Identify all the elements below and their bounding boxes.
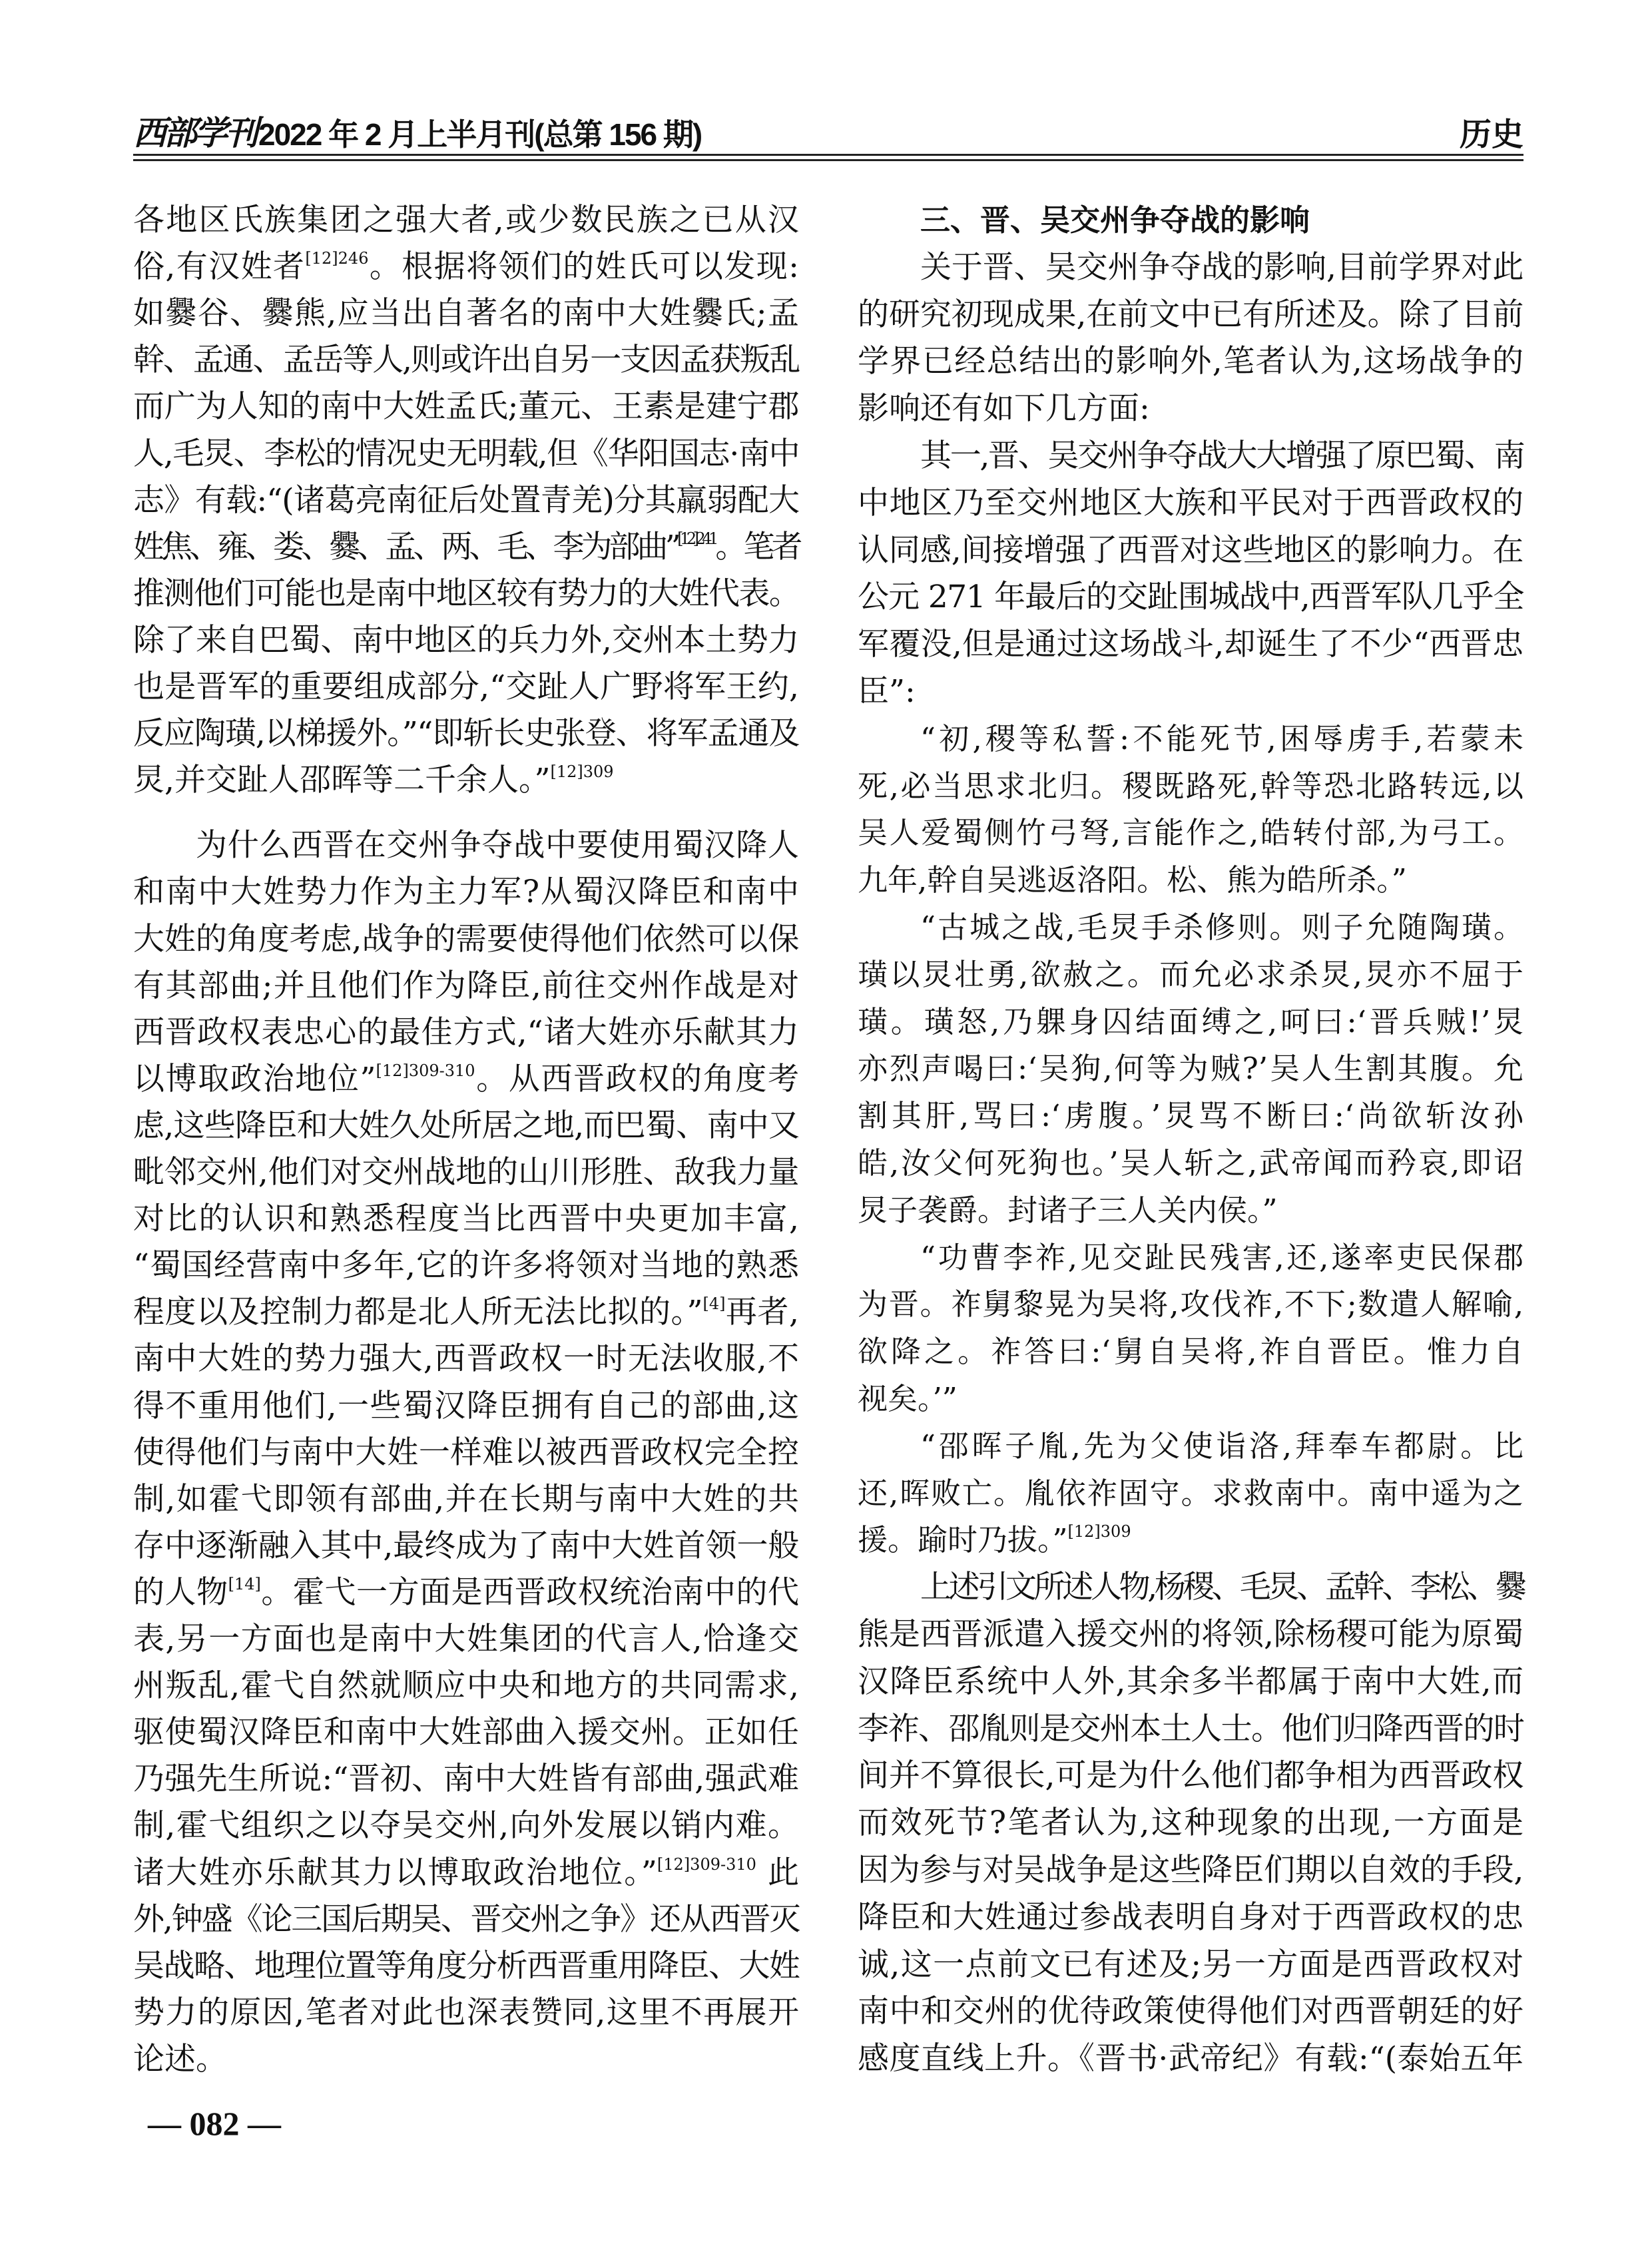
line-text-after-citation: 。根据将领们的姓氏可以发现: xyxy=(368,248,799,286)
citation-superscript: [14] xyxy=(228,1574,261,1593)
quote-line xyxy=(858,716,1523,762)
text-line xyxy=(133,1663,799,1709)
text-line xyxy=(858,1564,1523,1611)
text-line xyxy=(133,1009,799,1056)
line-text: 对比的认识和熟悉程度当比西晋中央更加丰富, xyxy=(133,1201,799,1238)
line-text: “邵晖子胤,先为父使诣洛,拜奉车都尉。比 xyxy=(920,1428,1523,1464)
line-text: 南中大姓的势力强大,西晋政权一时无法收服,不 xyxy=(133,1340,799,1378)
line-text: 毗邻交州,他们对交州战地的山川形胜、敌我力量 xyxy=(133,1154,799,1191)
line-text: 外,钟盛《论三国后期吴、晋交州之争》还从西晋灭 xyxy=(133,1900,799,1938)
line-text: 驱使蜀汉降臣和南中大姓部曲入援交州。正如任 xyxy=(133,1714,799,1751)
text-line xyxy=(858,1942,1523,1988)
line-text: 制,霍弋组织之以夺吴交州,向外发展以销内难。 xyxy=(133,1807,799,1844)
line-text: 也是晋军的重要组成部分,“交趾人广野将军王约, xyxy=(133,669,799,705)
text-line xyxy=(133,290,799,337)
line-text: 有其部曲;并且他们作为降臣,前往交州作战是对 xyxy=(133,967,799,1004)
line-text: 各地区氏族集团之强大者,或少数民族之已从汉 xyxy=(133,202,799,238)
line-text: 关于晋、吴交州争夺战的影响,目前学界对此 xyxy=(920,248,1523,286)
text-line xyxy=(133,617,799,664)
line-text: 欲降之。祚答曰:‘舅自吴将,祚自晋臣。惟力自 xyxy=(858,1334,1523,1370)
quote-line xyxy=(858,1376,1523,1422)
line-text: 的研究初现成果,在前文中已有所述及。除了目前 xyxy=(858,296,1523,333)
text-line xyxy=(133,1289,799,1336)
text-line xyxy=(133,916,799,963)
line-text: 死,必当思求北归。稷既路死,幹等恐北路转远,以 xyxy=(858,768,1523,804)
quote-line xyxy=(858,1328,1523,1375)
text-line xyxy=(133,1616,799,1663)
text-line xyxy=(858,574,1523,621)
text-line xyxy=(133,1990,799,2036)
line-text: 为晋。祚舅黎晃为吴将,攻伐祚,不下;数遣人解喻, xyxy=(858,1286,1523,1322)
line-text: 大姓的角度考虑,战争的需要使得他们依然可以保 xyxy=(133,920,799,958)
citation-superscript: [12]246 xyxy=(305,249,369,268)
line-text: “蜀国经营南中多年,它的许多将领对当地的熟悉 xyxy=(133,1247,799,1284)
line-text: 军覆没,但是通过这场战斗,却诞生了不少“西晋忠 xyxy=(858,626,1523,663)
text-line xyxy=(133,1103,799,1149)
line-text: 反应陶璜,以梯援外。”“即斩长史张登、将军孟通及 xyxy=(133,715,799,752)
line-text: 援。踰时乃拔。” xyxy=(858,1522,1068,1558)
line-text: 李祚、邵胤则是交州本土人士。他们归降西晋的时 xyxy=(858,1710,1523,1747)
quote-line xyxy=(858,904,1523,951)
line-text: 的人物 xyxy=(133,1573,228,1611)
text-line xyxy=(858,433,1523,479)
text-line xyxy=(858,1611,1523,1658)
line-text: 势力的原因,笔者对此也深表赞同,这里不再展开 xyxy=(133,1994,799,2031)
line-text: 割其肝,骂曰:‘虏腹。’炅骂不断曰:‘尚欲斩汝孙 xyxy=(858,1098,1523,1134)
text-line xyxy=(133,1196,799,1243)
text-line xyxy=(858,1894,1523,1941)
line-text: “功曹李祚,见交趾民残害,还,遂率吏民保郡 xyxy=(920,1239,1523,1275)
text-line xyxy=(133,1056,799,1103)
line-text: 臣”: xyxy=(858,673,916,710)
text-line xyxy=(133,869,799,916)
text-line xyxy=(133,1569,799,1616)
citation-superscript: [12]309-310 xyxy=(376,1061,475,1080)
line-text: “古城之战,毛炅手杀修则。则子允随陶璜。 xyxy=(920,910,1523,945)
quote-line xyxy=(858,1470,1523,1517)
text-line xyxy=(133,1709,799,1756)
line-text: 推测他们可能也是南中地区较有势力的大姓代表。 xyxy=(133,575,799,612)
text-line xyxy=(133,1430,799,1476)
section-heading xyxy=(858,197,1523,244)
text-line xyxy=(133,1336,799,1382)
line-text-after-citation: 此 xyxy=(756,1854,799,1891)
text-line xyxy=(133,1383,799,1430)
text-line xyxy=(858,1800,1523,1846)
citation-superscript: [12]309-310 xyxy=(657,1854,756,1874)
quote-line xyxy=(858,952,1523,998)
line-text: 得不重用他们,一些蜀汉降臣拥有自己的部曲,这 xyxy=(133,1387,799,1424)
quote-line xyxy=(858,1045,1523,1092)
header-rule-bottom xyxy=(133,159,1523,161)
line-text: 公元 271 年最后的交趾围城战中,西晋军队几乎全 xyxy=(858,579,1523,616)
quote-line xyxy=(858,1517,1523,1563)
line-text: 诸大姓亦乐献其力以博取政治地位。” xyxy=(133,1854,657,1891)
quote-line xyxy=(858,1140,1523,1187)
text-line xyxy=(133,571,799,617)
line-text: 虑,这些降臣和大姓久处所居之地,而巴蜀、南中又 xyxy=(133,1107,799,1144)
quote-line xyxy=(858,1423,1523,1470)
line-text: 感度直线上升。《晋书·武帝纪》有载:“(泰始五年 xyxy=(858,2040,1523,2078)
line-text: 学界已经总结出的影响外,笔者认为,这场战争的 xyxy=(858,343,1523,380)
text-line xyxy=(133,244,799,290)
line-text: 志》有载:“(诸葛亮南征后处置青羌)分其羸弱配大 xyxy=(133,481,799,519)
text-line xyxy=(858,480,1523,527)
line-text: 璜。璜怒,乃躶身囚结面缚之,呵曰:‘晋兵贼!’炅 xyxy=(858,1003,1523,1039)
text-line xyxy=(133,1803,799,1849)
line-text: 为什么西晋在交州争夺战中要使用蜀汉降人 xyxy=(196,827,799,864)
line-text: 吴人爱蜀侧竹弓弩,言能作之,皓转付部,为弓工。 xyxy=(858,815,1523,851)
text-line xyxy=(858,1847,1523,1894)
quote-line xyxy=(858,999,1523,1045)
line-text: 论述。 xyxy=(133,2040,227,2078)
line-text: 中地区乃至交州地区大族和平民对于西晋政权的 xyxy=(858,484,1523,521)
line-text: 程度以及控制力都是北人所无法比拟的。” xyxy=(133,1294,703,1331)
line-text: 因为参与对吴战争是这些降臣们期以自效的手段, xyxy=(858,1852,1523,1888)
quote-line xyxy=(858,763,1523,810)
line-text: 视矣。’” xyxy=(858,1381,958,1416)
line-text: 亦烈声喝曰:‘吴狗,何等为贼?’吴人生割其腹。允 xyxy=(858,1051,1523,1087)
line-text: 表,另一方面也是南中大姓集团的代言人,恰逢交 xyxy=(133,1621,799,1657)
text-line xyxy=(133,524,799,571)
citation-superscript: [12]241 xyxy=(677,529,715,548)
running-header xyxy=(133,113,702,154)
line-text: 熊是西晋派遣入援交州的将领,除杨稷可能为原蜀 xyxy=(858,1616,1523,1653)
text-line xyxy=(858,244,1523,291)
text-line xyxy=(858,669,1523,715)
line-text: 影响还有如下几方面: xyxy=(858,390,1150,427)
quote-line xyxy=(858,857,1523,904)
header-rule-top xyxy=(133,154,1523,156)
line-text: 璜以炅壮勇,欲赦之。而允必求杀炅,炅亦不屈于 xyxy=(858,956,1523,992)
text-line xyxy=(858,292,1523,338)
line-text-after-citation: 。霍弋一方面是西晋政权统治南中的代 xyxy=(260,1573,800,1611)
text-line xyxy=(133,1943,799,1990)
quote-line xyxy=(858,1093,1523,1139)
text-line xyxy=(133,1523,799,1569)
line-text: 九年,幹自吴逃返洛阳。松、熊为皓所杀。” xyxy=(858,862,1407,898)
line-text: 存中逐渐融入其中,最终成为了南中大姓首领一般 xyxy=(133,1527,799,1564)
line-text: 认同感,间接增强了西晋对这些地区的影响力。在 xyxy=(858,531,1523,569)
line-text: 上述引文所述人物,杨稷、毛炅、孟幹、李松、爨 xyxy=(920,1569,1523,1606)
text-line xyxy=(858,1706,1523,1753)
line-text: 以博取政治地位” xyxy=(133,1060,376,1097)
text-line xyxy=(133,477,799,524)
line-text: 炅,并交趾人邵晖等二千余人。” xyxy=(133,762,551,799)
text-line xyxy=(133,337,799,384)
text-line xyxy=(858,386,1523,432)
page-number: — 082 — xyxy=(148,2105,281,2142)
text-line xyxy=(133,1243,799,1289)
text-line xyxy=(133,1756,799,1803)
text-line xyxy=(858,527,1523,574)
line-text: 吴战略、地理位置等角度分析西晋重用降臣、大姓 xyxy=(133,1947,799,1984)
line-text: 还,晖败亡。胤依祚固守。求救南中。南中遥为之 xyxy=(858,1475,1523,1511)
line-text: 使得他们与南中大姓一样难以被西晋政权完全控 xyxy=(133,1434,799,1471)
quote-line xyxy=(858,1235,1523,1281)
line-text: 而广为人知的南中大姓孟氏;董元、王素是建宁郡 xyxy=(133,388,799,425)
line-text: 如爨谷、爨熊,应当出自著名的南中大姓爨氏;孟 xyxy=(133,295,799,332)
quote-line xyxy=(858,810,1523,856)
text-line xyxy=(133,1149,799,1196)
issue-info: 2022 年 2 月上半月刊(总第 156 期) xyxy=(258,117,702,152)
text-line xyxy=(133,1476,799,1523)
text-line xyxy=(133,431,799,477)
text-line xyxy=(133,197,799,244)
line-text: 三、晋、吴交州争夺战的影响 xyxy=(920,203,1310,237)
line-text: 其一,晋、吴交州争夺战大大增强了原巴蜀、南 xyxy=(920,437,1523,474)
line-text: 南中和交州的优待政策使得他们对西晋朝廷的好 xyxy=(858,1993,1523,2030)
quote-line xyxy=(858,1281,1523,1328)
text-line xyxy=(133,822,799,869)
text-line xyxy=(858,1659,1523,1705)
text-line xyxy=(133,1896,799,1943)
line-text: 诚,这一点前文已有述及;另一方面是西晋政权对 xyxy=(858,1946,1523,1983)
line-text: 乃强先生所说:“晋初、南中大姓皆有部曲,强武难 xyxy=(133,1761,799,1798)
text-line xyxy=(858,1988,1523,2035)
line-text: 州叛乱,霍弋自然就顺应中央和地方的共同需求, xyxy=(133,1667,799,1705)
line-text: 汉降臣系统中人外,其余多半都属于南中大姓,而 xyxy=(858,1663,1523,1700)
journal-logo: 西部学刊 xyxy=(133,113,256,152)
line-text: 皓,汝父何死狗也。’吴人斩之,武帝闻而矜哀,即诏 xyxy=(858,1145,1523,1181)
line-text-after-citation: 。笔者 xyxy=(714,528,799,565)
citation-superscript: [12]309 xyxy=(550,762,614,782)
line-text: 间并不算很长,可是为什么他们都争相为西晋政权 xyxy=(858,1757,1523,1795)
line-text: 人,毛炅、李松的情况史无明载,但《华阳国志·南中 xyxy=(133,435,799,472)
text-line xyxy=(858,2036,1523,2082)
quote-line xyxy=(858,1187,1523,1234)
text-line xyxy=(858,338,1523,385)
text-line xyxy=(133,963,799,1009)
text-line xyxy=(133,2036,799,2083)
text-line xyxy=(133,1850,799,1896)
citation-superscript: [4] xyxy=(702,1294,726,1314)
text-line xyxy=(133,757,799,804)
text-line xyxy=(133,710,799,757)
line-text: 幹、孟通、孟岳等人,则或许出自另一支因孟获叛乱 xyxy=(133,342,799,379)
line-text-after-citation: 再者, xyxy=(725,1294,799,1331)
line-text-after-citation: 。从西晋政权的角度考 xyxy=(475,1060,799,1097)
line-text: 降臣和大姓通过参战表明自身对于西晋政权的忠 xyxy=(858,1898,1523,1936)
text-line xyxy=(133,664,799,710)
text-line xyxy=(858,621,1523,668)
line-text: 姓焦、雍、娄、爨、孟、两、毛、李为部曲” xyxy=(133,528,678,565)
text-line xyxy=(858,1753,1523,1799)
line-text: 炅子袭爵。封诸子三人关内侯。” xyxy=(858,1192,1278,1228)
section-label: 历史 xyxy=(1459,117,1523,152)
line-text: 制,如霍弋即领有部曲,并在长期与南中大姓的共 xyxy=(133,1480,799,1518)
line-text: 俗,有汉姓者 xyxy=(133,248,306,286)
line-text: 和南中大姓势力作为主力军?从蜀汉降臣和南中 xyxy=(133,874,799,911)
text-line xyxy=(133,384,799,430)
line-text: 西晋政权表忠心的最佳方式,“诸大姓亦乐献其力 xyxy=(133,1013,799,1051)
citation-superscript: [12]309 xyxy=(1067,1522,1131,1541)
line-text: 而效死节?笔者认为,这种现象的出现,一方面是 xyxy=(858,1805,1523,1842)
line-text: “初,稷等私誓:不能死节,困辱虏手,若蒙未 xyxy=(920,720,1523,756)
line-text: 除了来自巴蜀、南中地区的兵力外,交州本土势力 xyxy=(133,621,799,659)
